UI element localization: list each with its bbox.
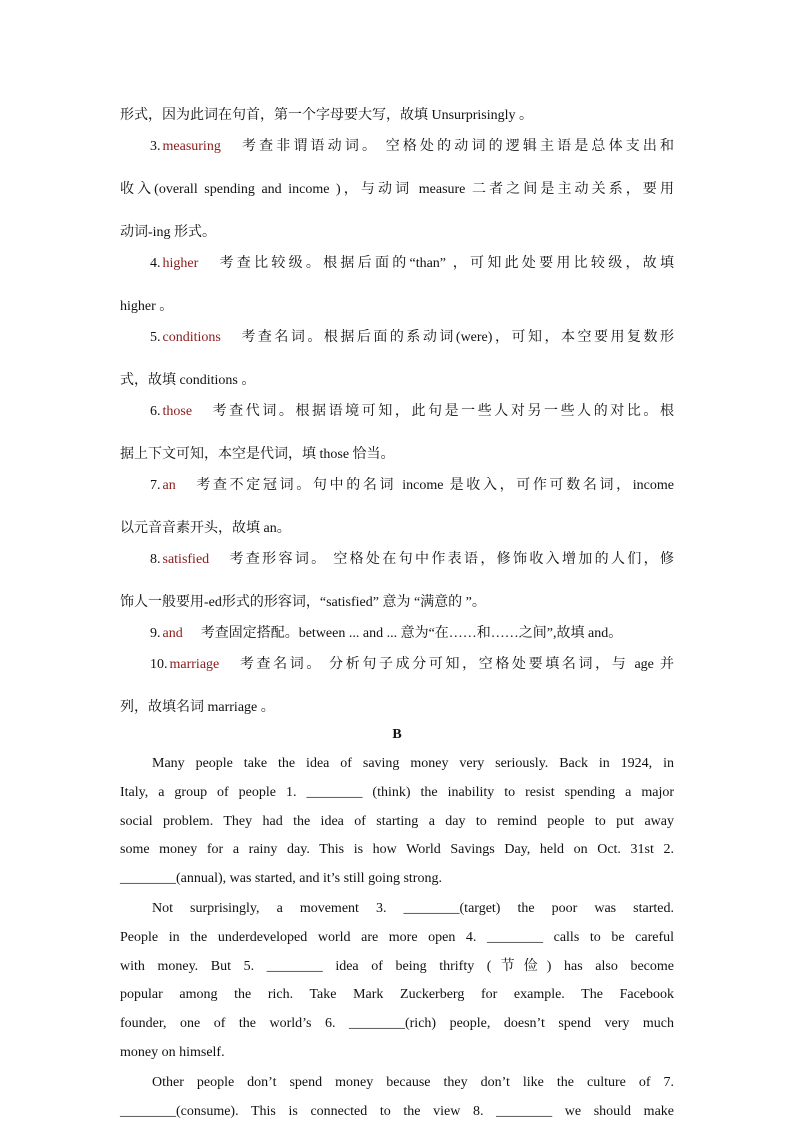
explanation-text: 以元音音素开头，故填 an。 [120,521,291,536]
reading-passage [120,750,674,1126]
answer-number: 7. [150,478,161,493]
answer-item [120,316,674,359]
answer-word: conditions [162,330,221,345]
passage-line: People in the underdeveloped world are more open 4. ________ calls to be careful [120,929,674,945]
passage-line: social problem. They had the idea of starting a day to remind people to put away [120,813,674,829]
answer-number: 6. [150,404,161,419]
answer-item [120,125,674,168]
explanation-text: 考查比较级。根据后面的“than” ，可知此处要用比较级，故填 [216,256,674,271]
explanation-text: 考查代词。根据语境可知，此句是一些人对另一些人的对比。根 [210,404,674,419]
answer-item-continued [120,359,674,390]
explanation-text: 形式，因为此词在句首，第一个字母要大写，故填 Unsurprisingly 。 [120,108,533,123]
passage-line: money on himself. [120,1044,225,1060]
explanation-text: 考查形容词。 空格处在句中作表语，修饰收入增加的人们，修 [227,552,674,567]
passage-line: some money for a rainy day. This is how World Savings Day, held on Oct. 31st 2. [120,842,674,858]
explanation-text: higher 。 [120,299,174,314]
explanation-text: 考查名词。 分析句子成分可知，空格处要填名词，与 age 并 [237,657,674,672]
answer-item-continued [120,94,674,125]
explanation-text: 动词-ing 形式。 [120,225,217,240]
answer-number: 3. [150,139,161,154]
answer-number: 8. [150,552,161,567]
explanation-text: 收入(overall spending and income )，与动词 measure 二者之间是主动关系，要用 [120,182,674,197]
explanation-text: 考查不定冠词。句中的名词 income 是收入，可作可数名词，income [193,478,674,493]
answer-word: and [162,626,183,641]
answer-item [120,464,674,507]
answer-number: 5. [150,330,161,345]
answer-item-continued [120,285,674,316]
answer-word: marriage [169,657,220,672]
answer-item [120,390,674,433]
section-title: B [392,727,402,742]
answer-item [120,643,674,686]
explanation-text: 考查固定搭配。between ... and ... 意为“在……和……之间”,故填 and。 [200,626,623,641]
explanation-text: 列，故填名词 marriage 。 [120,700,275,715]
passage-line: popular among the rich. Take Mark Zuckerberg for example. The Facebook [120,987,674,1003]
document-page [120,94,674,1126]
answer-word: those [162,404,193,419]
passage-line: founder, one of the world’s 6. ________(rich) people, doesn’t spend very much [120,1016,674,1032]
passage-line: with money. But 5. ________ idea of being thrifty (节俭) has also become [120,958,674,974]
answer-item-continued [120,686,674,717]
explanation-text: 考查名词。根据后面的系动词(were)，可知，本空要用复数形 [238,330,674,345]
answer-number: 4. [150,256,161,271]
explanation-text: 据上下文可知，本空是代词，填 those 恰当。 [120,447,395,462]
answer-word: measuring [162,139,221,154]
explanation-text: 饰人一般要用-ed形式的形容词，“satisfied” 意为 “满意的 ”。 [120,595,486,610]
answer-item-continued [120,507,674,538]
passage-line: Italy, a group of people 1. ________ (think) the inability to resist spending a major [120,784,674,800]
passage-line: ________(consume). This is connected to the view 8. ________ we should make [120,1103,674,1119]
passage-line: ________(annual), was started, and it’s still going strong. [120,871,442,887]
answer-number: 10. [150,657,168,672]
answer-item-continued [120,581,674,612]
answer-word: higher [162,256,199,271]
passage-line: Not surprisingly, a movement 3. ________(target) the poor was started. [152,900,674,916]
explanation-text: 考查非谓语动词。 空格处的动词的逻辑主语是总体支出和 [238,139,674,154]
answer-item [120,538,674,581]
answer-word: an [162,478,176,493]
answer-item [120,242,674,285]
answer-explanations [120,94,674,717]
explanation-text: 式，故填 conditions 。 [120,373,256,388]
answer-item-continued [120,433,674,464]
answer-number: 9. [150,626,161,641]
answer-word: satisfied [162,552,210,567]
answer-item-continued [120,168,674,211]
passage-line: Other people don’t spend money because they don’t like the culture of 7. [152,1074,674,1090]
answer-item [120,612,674,643]
passage-line: Many people take the idea of saving money very seriously. Back in 1924, in [152,756,674,771]
answer-item-continued [120,211,674,242]
